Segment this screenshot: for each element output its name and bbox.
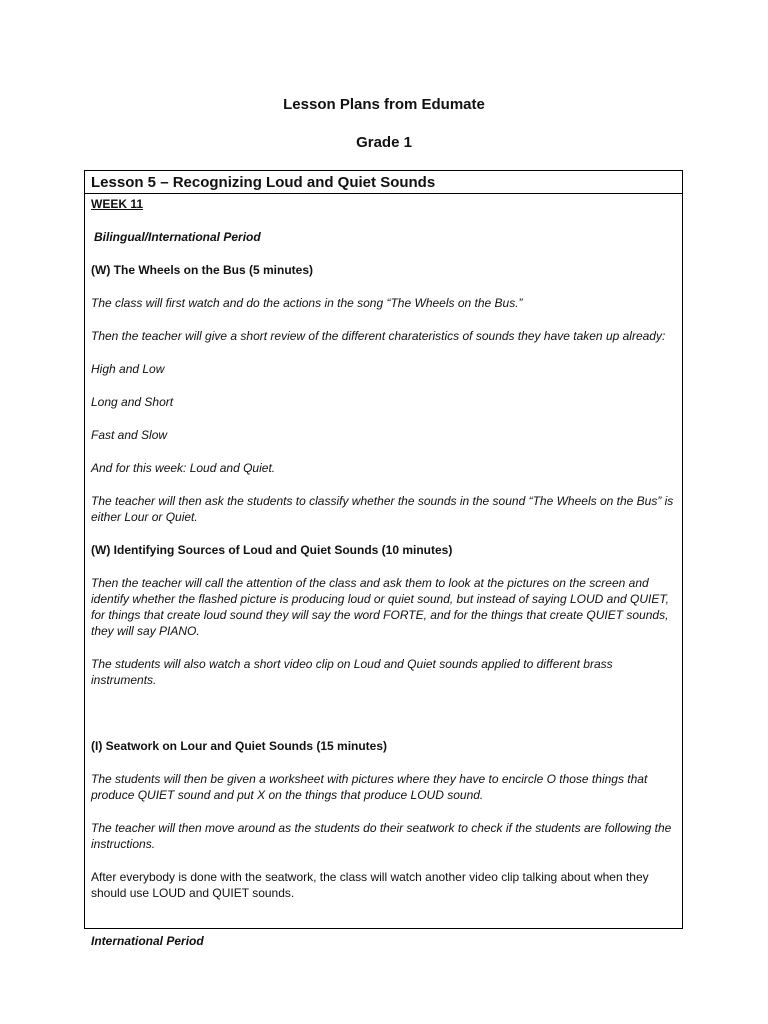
lesson-body	[85, 196, 682, 949]
paragraph: The students will then be given a worksheet with pictures where they have to encircle O those things that produce QUIET sound and put X on the things that produce LOUD sound.	[91, 772, 648, 802]
document-title: Lesson Plans from Edumate	[283, 96, 485, 113]
paragraph: The teacher will then ask the students to classify whether the sounds in the sound “The Wheels on the Bus” is either Lour or Quiet.	[91, 494, 674, 524]
paragraph: The teacher will then move around as the students do their seatwork to check if the students are following the instructions.	[91, 821, 672, 851]
list-item: Fast and Slow	[91, 428, 168, 442]
list-item: High and Low	[91, 362, 165, 376]
period-label-bilingual: Bilingual/International Period	[94, 230, 261, 244]
paragraph: After everybody is done with the seatwork, the class will watch another video clip talking about when they should use LOUD and QUIET sounds.	[91, 870, 649, 900]
paragraph: Then the teacher will give a short review of the different charateristics of sounds they have taken up already:	[91, 329, 666, 343]
paragraph: Then the teacher will call the attention of the class and ask them to look at the pictures on the screen and identify whether the flashed picture is producing loud or quiet sound, but instead of saying LOUD and QUIET, for things that create loud sound they will say the word FORTE, and for the things that create QUIET sounds, they will say PIANO.	[91, 576, 669, 638]
section-heading-wheels: (W) The Wheels on the Bus (5 minutes)	[91, 263, 314, 277]
list-item: Long and Short	[91, 395, 174, 409]
lesson-table	[84, 170, 683, 948]
section-heading-seatwork: (I) Seatwork on Lour and Quiet Sounds (15 minutes)	[91, 739, 388, 753]
week-label: WEEK 11	[91, 197, 144, 211]
grade-title: Grade 1	[356, 134, 412, 151]
section-heading-sources: (W) Identifying Sources of Loud and Quiet Sounds (10 minutes)	[91, 543, 453, 557]
paragraph: The students will also watch a short video clip on Loud and Quiet sounds applied to different brass instruments.	[91, 657, 613, 687]
period-label-international: International Period	[91, 934, 204, 948]
paragraph: The class will first watch and do the actions in the song “The Wheels on the Bus.”	[91, 296, 523, 310]
lesson-heading: Lesson 5 – Recognizing Loud and Quiet Sounds	[85, 171, 682, 194]
list-item: And for this week: Loud and Quiet.	[91, 461, 276, 475]
